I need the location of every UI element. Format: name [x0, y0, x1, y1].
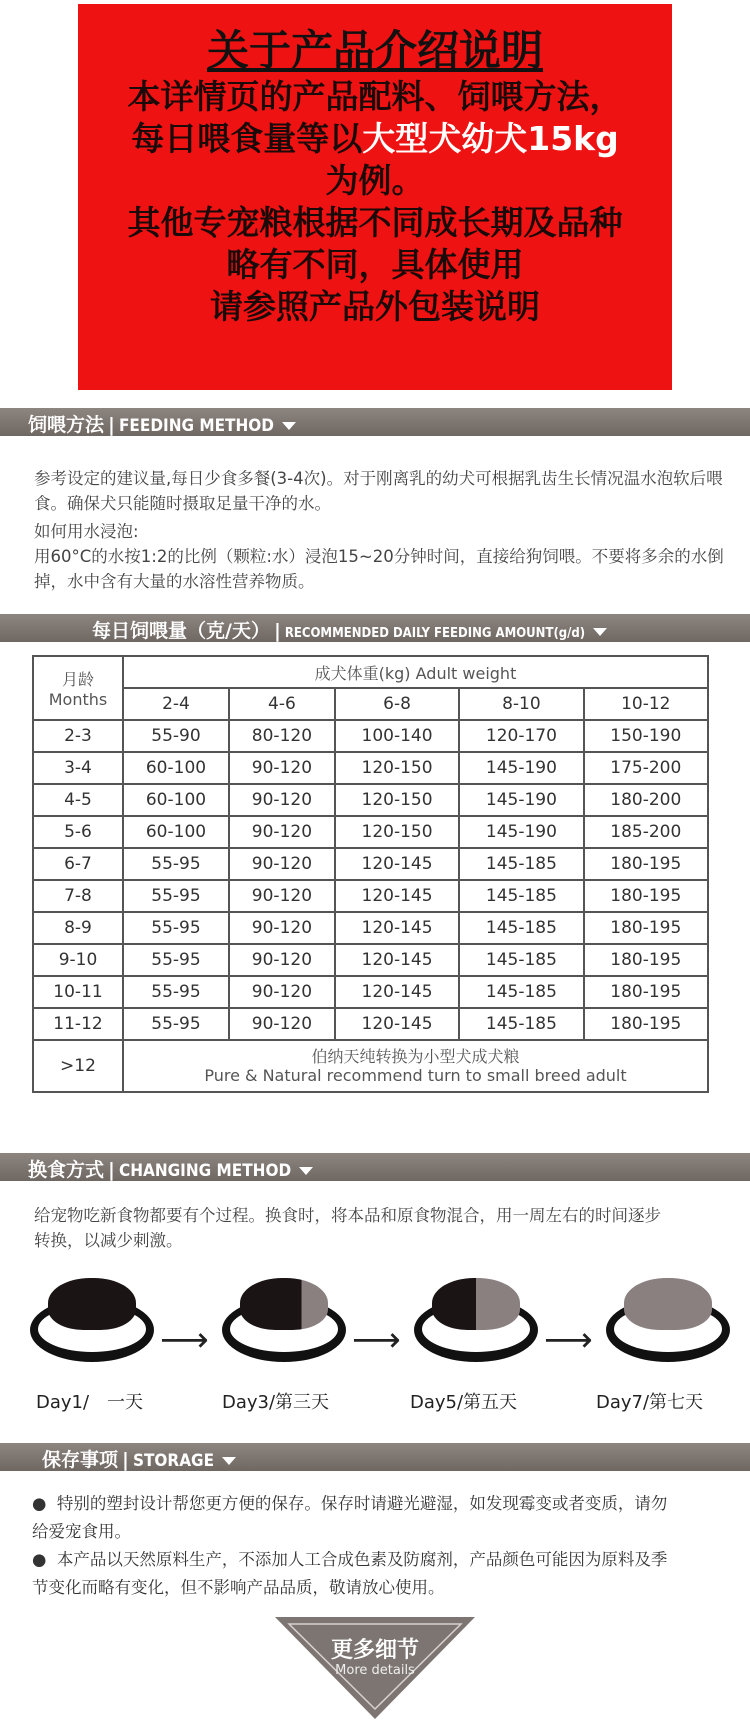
day5-label: Day5/第五天	[410, 1392, 518, 1413]
amount-cell: 120-150	[335, 784, 459, 816]
amount-cell: 90-120	[229, 816, 335, 848]
age-cell: 11-12	[33, 1008, 123, 1040]
age-cell: 9-10	[33, 944, 123, 976]
amount-cell: 55-95	[123, 944, 229, 976]
amount-cell: 90-120	[229, 752, 335, 784]
table-row	[33, 784, 708, 816]
notice-line-3: 为例。	[325, 161, 425, 200]
age-cell: 8-9	[33, 912, 123, 944]
amount-cell: 120-150	[335, 816, 459, 848]
amount-cell: 55-95	[123, 912, 229, 944]
age-cell: 4-5	[33, 784, 123, 816]
daily-amount-header: 每日饲喂量（克/天） | RECOMMENDED DAILY FEEDING AMOUNT(g/d)	[0, 614, 750, 642]
amount-cell: 185-200	[584, 816, 708, 848]
caret-down-icon	[222, 1457, 236, 1465]
notice-line-4: 其他专宠粮根据不同成长期及品种	[127, 203, 623, 242]
notice-line-6: 请参照产品外包装说明	[210, 287, 540, 326]
amount-cell: 145-185	[459, 944, 583, 976]
day7-label: Day7/第七天	[596, 1392, 704, 1413]
table-row	[33, 976, 708, 1008]
amount-cell: 145-185	[459, 976, 583, 1008]
storage-bullet-1: ● 特别的塑封设计帮您更方便的保存。保存时请避光避湿，如发现霉变或者变质，请勿给爱宠食用。	[32, 1494, 668, 1541]
table-row	[33, 880, 708, 912]
age-cell: 10-11	[33, 976, 123, 1008]
amount-cell: 90-120	[229, 848, 335, 880]
caret-down-icon	[299, 1167, 313, 1175]
amount-cell: 145-185	[459, 1008, 583, 1040]
amount-cell: 145-185	[459, 912, 583, 944]
amount-cell: 55-95	[123, 1008, 229, 1040]
amount-cell: 180-200	[584, 784, 708, 816]
day3-label: Day3/第三天	[222, 1392, 330, 1413]
more-details-button[interactable]	[275, 1615, 475, 1720]
amount-cell: 180-195	[584, 880, 708, 912]
storage-header: 保存事项 | STORAGE	[0, 1443, 750, 1471]
weight-col-header: 10-12	[584, 688, 708, 720]
amount-cell: 180-195	[584, 976, 708, 1008]
amount-cell: 80-120	[229, 720, 335, 752]
amount-cell: 145-190	[459, 752, 583, 784]
weight-header: 成犬体重(kg) Adult weight	[123, 656, 708, 688]
amount-cell: 90-120	[229, 1008, 335, 1040]
arrow-right-icon: ⟶	[544, 1320, 593, 1360]
age-header: 月龄 Months	[33, 656, 123, 720]
weight-col-header: 6-8	[335, 688, 459, 720]
changing-method-header: 换食方式 | CHANGING METHOD	[0, 1153, 750, 1181]
amount-cell: 120-170	[459, 720, 583, 752]
table-row	[33, 912, 708, 944]
age-cell: >12	[33, 1040, 123, 1092]
notice-line-1: 本详情页的产品配料、饲喂方法，	[127, 77, 623, 116]
caret-down-icon	[282, 422, 296, 430]
weight-col-header: 4-6	[229, 688, 335, 720]
amount-cell: 145-185	[459, 848, 583, 880]
day1-label: Day1/ 一天	[36, 1392, 144, 1413]
bowl-day5-image	[414, 1278, 544, 1368]
amount-cell: 55-90	[123, 720, 229, 752]
table-row	[33, 752, 708, 784]
amount-cell: 90-120	[229, 784, 335, 816]
amount-cell: 120-145	[335, 880, 459, 912]
table-row	[33, 816, 708, 848]
amount-cell: 90-120	[229, 912, 335, 944]
table-row	[33, 720, 708, 752]
changing-method-text: 给宠物吃新食物都要有个过程。换食时，将本品和原食物混合，用一周左右的时间逐步转换，以减少刺激。	[34, 1206, 661, 1250]
amount-cell: 145-190	[459, 784, 583, 816]
table-row	[33, 1008, 708, 1040]
amount-cell: 55-95	[123, 848, 229, 880]
more-details-en: More details	[335, 1663, 415, 1678]
notice-line-2: 每日喂食量等以大型犬幼犬15kg	[131, 119, 619, 158]
amount-cell: 175-200	[584, 752, 708, 784]
amount-cell: 180-195	[584, 848, 708, 880]
amount-cell: 120-145	[335, 1008, 459, 1040]
amount-cell: 90-120	[229, 976, 335, 1008]
amount-cell: 60-100	[123, 816, 229, 848]
bowl-day3-image	[222, 1278, 352, 1368]
amount-cell: 120-145	[335, 944, 459, 976]
amount-cell: 55-95	[123, 976, 229, 1008]
notice-title: 关于产品介绍说明	[206, 26, 543, 75]
amount-cell: 55-95	[123, 880, 229, 912]
amount-cell: 145-185	[459, 880, 583, 912]
amount-cell: 145-190	[459, 816, 583, 848]
amount-cell: 150-190	[584, 720, 708, 752]
weight-col-header: 8-10	[459, 688, 583, 720]
bowl-day1-image	[30, 1278, 160, 1368]
age-cell: 2-3	[33, 720, 123, 752]
age-cell: 7-8	[33, 880, 123, 912]
age-cell: 6-7	[33, 848, 123, 880]
amount-cell: 60-100	[123, 784, 229, 816]
feeding-method-header: 饲喂方法 | FEEDING METHOD	[0, 408, 750, 436]
caret-down-icon	[593, 628, 607, 636]
amount-cell: 120-145	[335, 848, 459, 880]
amount-cell: 60-100	[123, 752, 229, 784]
amount-cell: 120-145	[335, 912, 459, 944]
last-row-note: 伯纳天纯转换为小型犬成犬粮 Pure & Natural recommend turn to small breed adult	[123, 1040, 708, 1092]
table-row	[33, 944, 708, 976]
age-cell: 3-4	[33, 752, 123, 784]
amount-cell: 100-140	[335, 720, 459, 752]
table-row	[33, 848, 708, 880]
amount-cell: 90-120	[229, 880, 335, 912]
notice-box	[78, 4, 672, 390]
more-details-cn: 更多细节	[330, 1638, 419, 1663]
amount-cell: 120-145	[335, 976, 459, 1008]
arrow-right-icon: ⟶	[352, 1320, 401, 1360]
amount-cell: 180-195	[584, 912, 708, 944]
bowl-day7-image	[606, 1278, 736, 1368]
feeding-method-text-3: 用60°C的水按1:2的比例（颗粒:水）浸泡15~20分钟时间，直接给狗饲喂。不要将多余的水倒掉，水中含有大量的水溶性营养物质。	[34, 547, 724, 591]
arrow-right-icon: ⟶	[160, 1320, 209, 1360]
feeding-method-text-1: 参考设定的建议量,每日少食多餐(3-4次)。对于刚离乳的幼犬可根据乳齿生长情况温水泡软后喂食。确保犬只能随时摄取足量干净的水。	[34, 469, 723, 513]
amount-cell: 180-195	[584, 1008, 708, 1040]
weight-col-header: 2-4	[123, 688, 229, 720]
amount-cell: 180-195	[584, 944, 708, 976]
amount-cell: 90-120	[229, 944, 335, 976]
age-cell: 5-6	[33, 816, 123, 848]
amount-cell: 120-150	[335, 752, 459, 784]
notice-line-5: 略有不同，具体使用	[226, 245, 524, 284]
storage-bullet-2: ● 本产品以天然原料生产，不添加人工合成色素及防腐剂，产品颜色可能因为原料及季节变化而略有变化，但不影响产品品质，敬请放心使用。	[32, 1550, 668, 1597]
feeding-amount-table	[32, 655, 709, 1093]
feeding-method-text-2: 如何用水浸泡:	[34, 522, 139, 541]
